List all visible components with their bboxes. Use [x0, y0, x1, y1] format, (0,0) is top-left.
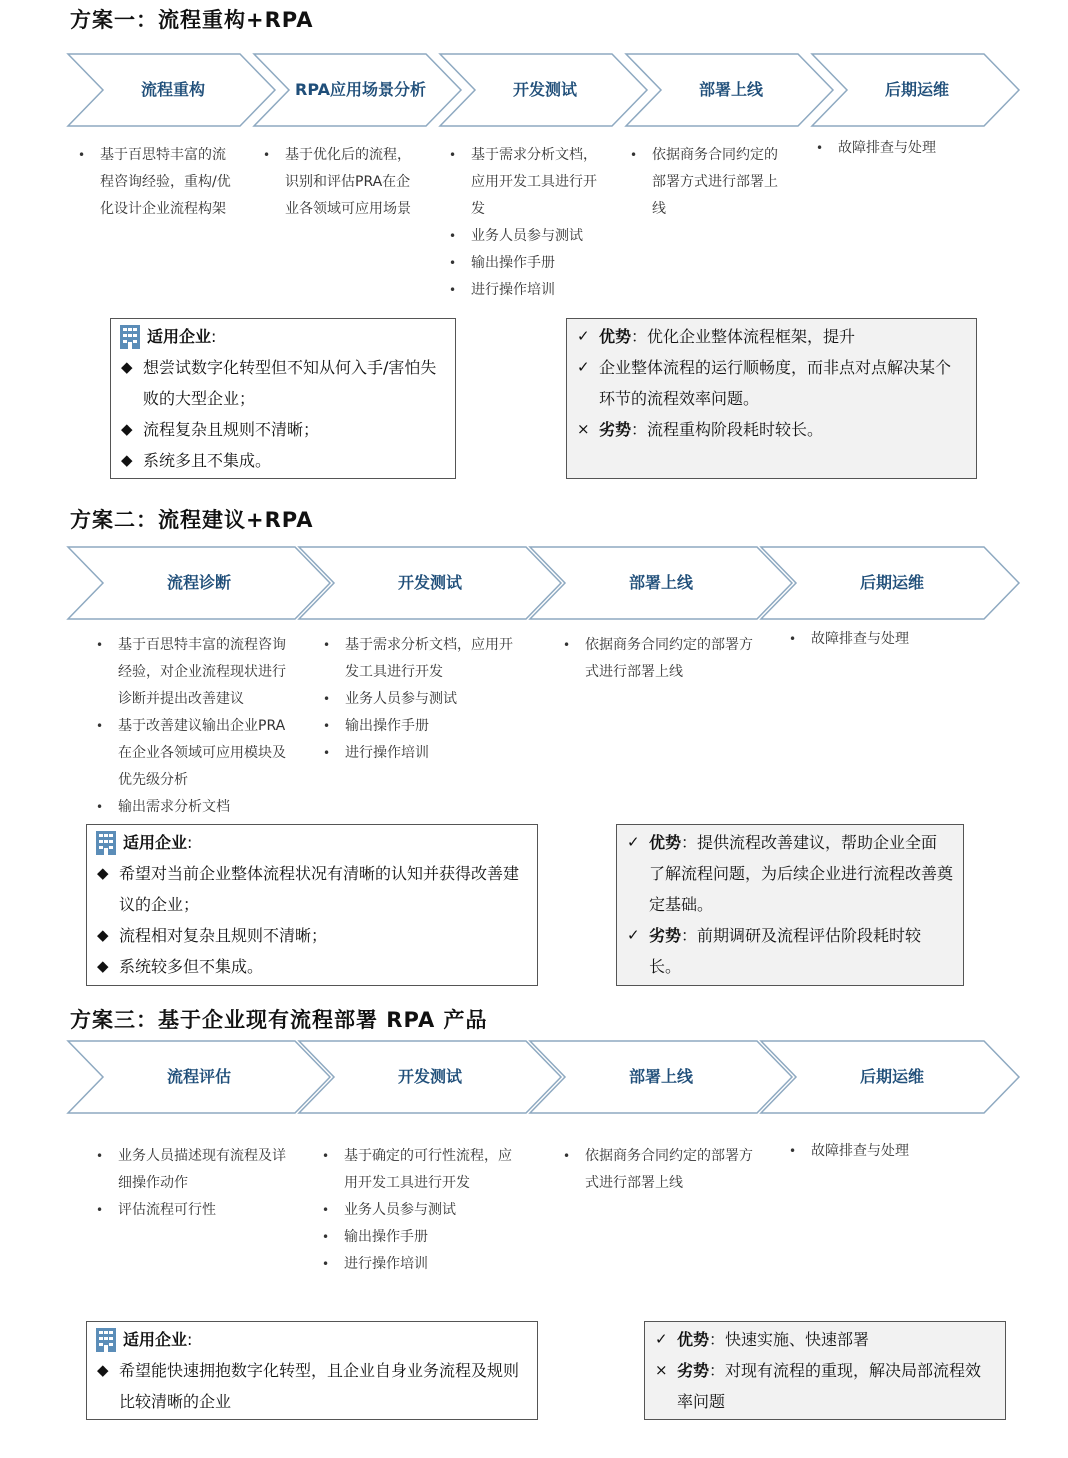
check-icon: ✓: [577, 358, 590, 376]
step-details: [72, 142, 232, 223]
pros-text: 优化企业整体流程框架，提升: [647, 327, 856, 346]
step-label: 后期运维: [859, 573, 924, 593]
step-details: [316, 1143, 516, 1278]
diamond-icon: ◆: [121, 420, 133, 438]
suitable-item-text: 系统较多但不集成。: [119, 957, 264, 976]
cons-text: 流程重构阶段耗时较长。: [647, 420, 824, 439]
list-item: • 输出需求分析文档: [90, 794, 290, 821]
diamond-icon: ◆: [121, 358, 133, 376]
suitable-item-text: 希望能快速拥抱数字化转型，且企业自身业务流程及规则比较清晰的企业: [119, 1361, 520, 1411]
suitable-item-text: 想尝试数字化转型但不知从何入手/害怕失败的大型企业；: [143, 358, 437, 408]
list-item: • 进行操作培训: [317, 740, 517, 767]
suitable-item-text: 系统多且不集成。: [143, 451, 272, 470]
suitable-item-text: 希望对当前企业整体流程状况有清晰的认知并获得改善建议的企业；: [119, 864, 520, 914]
suitable-item-text: 流程复杂且规则不清晰；: [143, 420, 320, 439]
building-icon: [119, 324, 141, 350]
step-label: 流程重构: [140, 80, 205, 100]
heading-colon: :: [187, 1330, 193, 1349]
diamond-icon: ◆: [97, 957, 109, 975]
pros-label: 优势: [677, 1330, 710, 1349]
building-icon: [95, 830, 117, 856]
suitable-heading-text: 适用企业: [147, 327, 212, 346]
cons-text: 前期调研及流程评估阶段耗时较长。: [649, 926, 922, 976]
step-details: [783, 626, 983, 653]
step-details: [557, 632, 757, 686]
cons-label: 劣势: [649, 926, 682, 945]
cons-label: 劣势: [599, 420, 632, 439]
list-item: • 基于百思特丰富的流程咨询经验，重构/优化设计企业流程构架: [72, 142, 232, 223]
suitable-heading: [121, 321, 445, 352]
suitable-item: [121, 352, 445, 414]
suitable-item: [121, 445, 445, 476]
list-item: • 输出操作手册: [317, 713, 517, 740]
step-label: RPA应用场景分析: [295, 80, 426, 100]
step-label: 开发测试: [397, 1067, 462, 1087]
scheme-3-process-flow: [68, 1041, 1020, 1113]
step-details: [257, 142, 417, 223]
step-details: [783, 1138, 983, 1165]
scheme-2-process-flow: [68, 547, 1020, 619]
pros-label: 优势: [599, 327, 632, 346]
step-label: 后期运维: [884, 80, 949, 100]
pros-text: 企业整体流程的运行顺畅度，而非点对点解决某个环节的流程效率问题。: [599, 358, 952, 408]
step-details: [810, 135, 990, 162]
pros-cons-item: [627, 827, 953, 920]
step-label: 部署上线: [698, 80, 763, 100]
step-label: 开发测试: [512, 80, 577, 100]
step-label: 部署上线: [628, 1067, 693, 1087]
step-label: 流程评估: [166, 1067, 231, 1087]
step-label: 开发测试: [397, 573, 462, 593]
suitable-item: [97, 951, 527, 982]
list-item: • 故障排查与处理: [783, 626, 983, 653]
list-item: • 评估流程可行性: [90, 1197, 290, 1224]
suitable-heading: [97, 1324, 527, 1355]
cons-label: 劣势: [677, 1361, 710, 1380]
suitable-item: [121, 414, 445, 445]
list-item: • 依据商务合同约定的部署方式进行部署上线: [557, 632, 757, 686]
cross-icon: ×: [655, 1361, 668, 1379]
pros-cons-item: [577, 321, 966, 352]
list-item: • 故障排查与处理: [783, 1138, 983, 1165]
suitable-heading: [97, 827, 527, 858]
step-label: 后期运维: [859, 1067, 924, 1087]
suitable-enterprises-box: [86, 1321, 538, 1420]
suitable-enterprises-box: [110, 318, 456, 479]
check-icon: ✓: [627, 833, 640, 851]
diamond-icon: ◆: [121, 451, 133, 469]
list-item: • 基于确定的可行性流程，应用开发工具进行开发: [316, 1143, 516, 1197]
list-item: • 输出操作手册: [443, 250, 603, 277]
list-item: • 依据商务合同约定的部署方式进行部署上线: [624, 142, 784, 223]
list-item: • 依据商务合同约定的部署方式进行部署上线: [557, 1143, 757, 1197]
list-item: • 业务人员参与测试: [443, 223, 603, 250]
pros-cons-item: [627, 920, 953, 982]
step-details: [90, 1143, 290, 1224]
separator: ：: [709, 1330, 726, 1349]
heading-colon: :: [187, 833, 193, 852]
pros-text: 快速实施、快速部署: [725, 1330, 870, 1349]
scheme-2-title: 方案二：流程建议+RPA: [70, 508, 314, 532]
pros-cons-box: [616, 824, 964, 986]
pros-cons-box: [644, 1321, 1006, 1420]
step-details: [443, 142, 603, 304]
list-item: • 进行操作培训: [443, 277, 603, 304]
cons-text: 对现有流程的重现，解决局部流程效率问题: [677, 1361, 982, 1411]
check-icon: ✓: [655, 1330, 668, 1348]
suitable-item: [97, 1355, 527, 1417]
scheme-1-title: 方案一：流程重构+RPA: [70, 8, 314, 32]
list-item: • 基于百思特丰富的流程咨询经验，对企业流程现状进行诊断并提出改善建议: [90, 632, 290, 713]
pros-cons-box: [566, 318, 977, 479]
suitable-heading-text: 适用企业: [123, 833, 188, 852]
pros-label: 优势: [649, 833, 682, 852]
cross-icon: ×: [577, 420, 590, 438]
step-details: [90, 632, 290, 821]
step-label: 流程诊断: [166, 573, 231, 593]
pros-text: 提供流程改善建议，帮助企业全面了解流程问题，为后续企业进行流程改善奠定基础。: [649, 833, 954, 914]
check-icon: ✓: [577, 327, 590, 345]
building-icon: [95, 1327, 117, 1353]
step-details: [317, 632, 517, 767]
suitable-item: [97, 858, 527, 920]
list-item: • 业务人员参与测试: [317, 686, 517, 713]
step-details: [624, 142, 784, 223]
step-label: 部署上线: [628, 573, 693, 593]
list-item: • 基于需求分析文档，应用开发工具进行开发: [317, 632, 517, 686]
diamond-icon: ◆: [97, 1361, 109, 1379]
list-item: • 基于需求分析文档，应用开发工具进行开发: [443, 142, 603, 223]
list-item: • 输出操作手册: [316, 1224, 516, 1251]
separator: ：: [681, 926, 698, 945]
separator: ：: [631, 420, 648, 439]
separator: ：: [709, 1361, 726, 1380]
separator: ：: [631, 327, 648, 346]
heading-colon: :: [211, 327, 217, 346]
pros-cons-item: [655, 1355, 995, 1417]
suitable-heading-text: 适用企业: [123, 1330, 188, 1349]
list-item: • 基于改善建议输出企业PRA在企业各领域可应用模块及优先级分析: [90, 713, 290, 794]
suitable-item-text: 流程相对复杂且规则不清晰；: [119, 926, 328, 945]
pros-cons-item: [577, 352, 966, 414]
separator: ：: [681, 833, 698, 852]
pros-cons-item: [655, 1324, 995, 1355]
check-icon: ✓: [627, 926, 640, 944]
list-item: • 故障排查与处理: [810, 135, 990, 162]
suitable-enterprises-box: [86, 824, 538, 986]
list-item: • 进行操作培训: [316, 1251, 516, 1278]
list-item: • 业务人员参与测试: [316, 1197, 516, 1224]
diamond-icon: ◆: [97, 926, 109, 944]
pros-cons-item: [577, 414, 966, 445]
scheme-1-process-flow: [68, 54, 1020, 126]
list-item: • 业务人员描述现有流程及详细操作动作: [90, 1143, 290, 1197]
step-details: [557, 1143, 757, 1197]
diamond-icon: ◆: [97, 864, 109, 882]
scheme-3-title: 方案三：基于企业现有流程部署 RPA 产品: [70, 1008, 488, 1032]
list-item: • 基于优化后的流程，识别和评估PRA在企业各领域可应用场景: [257, 142, 417, 223]
suitable-item: [97, 920, 527, 951]
